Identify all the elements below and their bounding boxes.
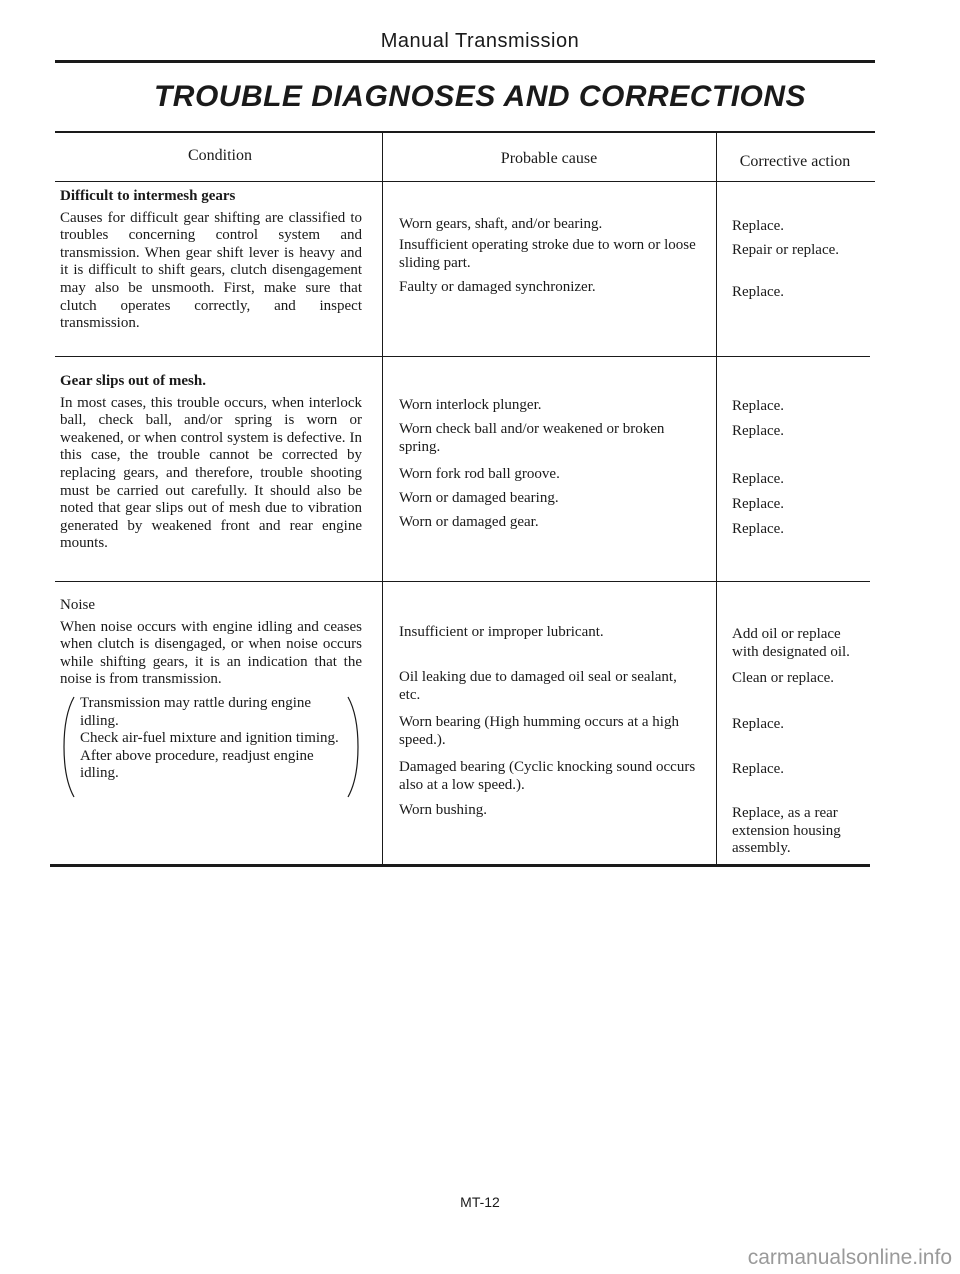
condition-cell — [60, 597, 362, 783]
column-divider-1 — [382, 131, 383, 864]
column-divider-2 — [716, 131, 717, 864]
action-item: Clean or replace. — [732, 670, 835, 686]
cause-item: Worn bushing. — [399, 802, 487, 818]
action-item: Replace, as a rear extension housing assembly. — [732, 805, 841, 857]
table-top-rule — [55, 131, 875, 133]
column-header-condition: Condition — [187, 147, 252, 164]
bracketed-note — [60, 695, 362, 783]
action-item: Replace. — [732, 521, 785, 537]
table-bottom-rule — [50, 864, 870, 867]
note-line: After above procedure, readjust engine idling. — [80, 747, 314, 782]
cause-item: Worn gears, shaft, and/or bearing. — [399, 216, 603, 232]
condition-heading: Difficult to intermesh gears — [60, 188, 236, 204]
note-line: Check air-fuel mixture and ignition timing. — [80, 730, 339, 747]
condition-cell — [60, 373, 362, 553]
header-rule — [55, 60, 875, 63]
action-item: Replace. — [732, 761, 785, 777]
action-item: Replace. — [732, 423, 785, 439]
row-divider-2 — [55, 581, 870, 582]
action-item: Add oil or replace with designated oil. — [732, 626, 850, 660]
running-header: Manual Transmission — [380, 30, 580, 52]
header-bottom-rule — [55, 181, 875, 182]
left-bracket — [60, 695, 76, 799]
column-header-cause: Probable cause — [500, 150, 598, 167]
note-line: Transmission may rattle during engine idling. — [80, 694, 312, 729]
cause-item: Worn bearing (High humming occurs at a high speed.). — [399, 714, 679, 748]
condition-heading: Gear slips out of mesh. — [60, 373, 206, 389]
cause-item: Worn fork rod ball groove. — [399, 466, 560, 482]
condition-text: Causes for difficult gear shifting are classified to troubles concerning control system and transmission. When gear shift lever is heavy and it is difficult to shift gears, clutch disengagement may also be unsmooth. First, make sure that clutch operates correctly, and inspect transmission. — [60, 209, 362, 332]
action-item: Replace. — [732, 218, 785, 234]
action-item: Replace. — [732, 398, 785, 414]
action-item: Replace. — [732, 471, 785, 487]
cause-item: Damaged bearing (Cyclic knocking sound occurs also at a low speed.). — [399, 759, 696, 793]
page-title: TROUBLE DIAGNOSES AND CORRECTIONS — [153, 80, 807, 113]
condition-text: When noise occurs with engine idling and ceases when clutch is disengaged, or when noise occurs while shifting gears, it is an indication that the noise is from transmission. — [60, 618, 362, 688]
condition-text: In most cases, this trouble occurs, when interlock ball, check ball, and/or spring is worn or weakened, or when control system is defective. In this case, the trouble cannot be corrected by replacing gears, and therefore, trouble shooting must be carried out carefully. It should also be noted that gear slips out of mesh due to vibration generated by weakened front and rear engine mounts. — [60, 394, 362, 552]
cause-item: Insufficient or improper lubricant. — [399, 624, 604, 640]
action-item: Replace. — [732, 496, 785, 512]
action-item: Repair or replace. — [732, 242, 840, 258]
row-divider-1 — [55, 356, 870, 357]
condition-cell — [60, 188, 362, 333]
cause-item: Worn or damaged bearing. — [399, 490, 559, 506]
cause-item: Worn or damaged gear. — [399, 514, 539, 530]
right-bracket — [346, 695, 362, 799]
cause-item: Insufficient operating stroke due to worn or loose sliding part. — [399, 237, 696, 271]
cause-item: Worn check ball and/or weakened or broken spring. — [399, 421, 665, 455]
cause-item: Worn interlock plunger. — [399, 397, 542, 413]
cause-item: Faulty or damaged synchronizer. — [399, 279, 596, 295]
action-item: Replace. — [732, 716, 785, 732]
cause-item: Oil leaking due to damaged oil seal or sealant, etc. — [399, 669, 677, 703]
action-item: Replace. — [732, 284, 785, 300]
watermark: carmanualsonline.info — [747, 1246, 952, 1269]
column-header-action: Corrective action — [739, 153, 851, 170]
condition-heading: Noise — [60, 597, 95, 613]
page-number: MT-12 — [460, 1194, 500, 1210]
